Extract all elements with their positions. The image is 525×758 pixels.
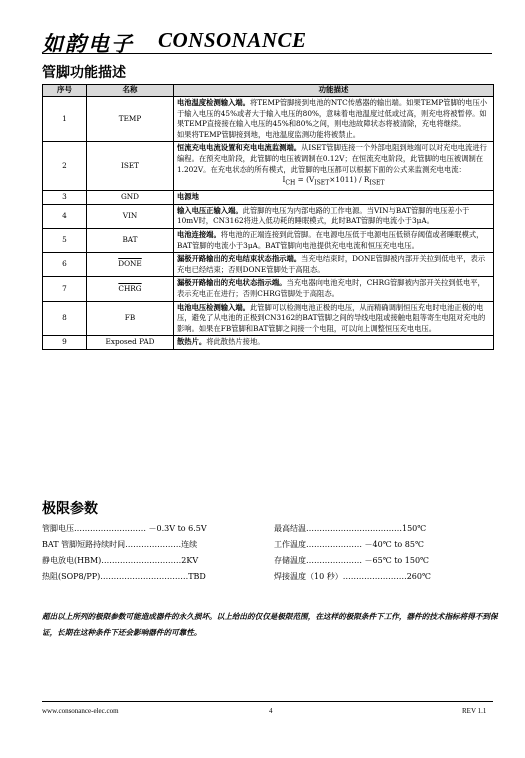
limit-item: 热阻(SOP8/PP)……………………………TBD — [42, 572, 206, 581]
pin-description — [174, 142, 494, 191]
pin-name — [87, 253, 174, 277]
pin-name — [87, 228, 174, 252]
brand-english: CONSONANCE — [158, 28, 307, 52]
col-header-func: 功能描述 — [174, 85, 494, 97]
pin-name — [87, 97, 174, 142]
table-row — [43, 253, 494, 277]
pin-description-text: 将TEMP管脚接到电池的NTC传感器的输出端。如果TEMP管脚的电压小于输入电压的45%或者大于输入电压的80%，意味着电池温度过低或过高，则充电将被暂停。如果TEMP直接接在输入电压的45%和80%之间，则电池故障状态将被清除，充电将继续。 — [177, 98, 488, 129]
limit-item: 焊接温度（10 秒）……………………260℃ — [274, 572, 431, 581]
table-row — [43, 228, 494, 252]
footer-website: www.consonance-elec.com — [42, 707, 119, 715]
pin-name-text: ISET — [120, 160, 140, 170]
limit-item: 管脚电压……………………… －0.3V to 6.5V — [42, 524, 207, 533]
pin-name — [87, 301, 174, 336]
pin-description — [174, 336, 494, 350]
header-rule — [42, 53, 492, 54]
pin-name — [87, 277, 174, 301]
limit-item: 最高结温………………………………150℃ — [274, 524, 427, 533]
pin-name-text: DONE — [118, 259, 142, 269]
pin-description-lead: 电池连接端。 — [177, 229, 221, 239]
pin-description-lead: 漏极开路输出的充电状态指示端。 — [177, 278, 287, 288]
pin-name-text: FB — [124, 313, 136, 323]
pin-description-text: 将电池的正端连接到此管脚。在电源电压低于电源电压低锁存阈值或者睡眠模式，BAT管脚的电流小于3μA。BAT管脚向电池提供充电电流和恒压充电电压。 — [177, 229, 484, 250]
col-header-num: 序号 — [43, 85, 87, 97]
pin-description — [174, 228, 494, 252]
pin-description — [174, 97, 494, 142]
pin-description-text: 此管脚可以检测电池正极的电压，从而精确调制恒压充电时电池正极的电压，避免了从电池的正极到CN3162的BAT管脚之间的导线电阻或接触电阻等寄生电阻对充电的影响。如果在FB管脚和BAT管脚之间接一个电阻，可以向上调整恒压充电电压。 — [177, 302, 486, 333]
pin-number: 8 — [43, 301, 87, 336]
limit-item: 静电放电(HBM)…………………………2KV — [42, 556, 199, 565]
pin-name — [87, 142, 174, 191]
pin-section-title: 管脚功能描述 — [42, 65, 126, 81]
pin-description — [174, 204, 494, 228]
pin-description — [174, 191, 494, 205]
pin-function-table — [42, 84, 494, 350]
pin-description-lead: 漏极开路输出的充电结束状态指示端。 — [177, 254, 302, 264]
footer-revision: REV 1.1 — [462, 707, 487, 715]
pin-description-lead: 散热片。 — [177, 337, 207, 347]
pin-description — [174, 301, 494, 336]
footer-page-number: 4 — [269, 707, 273, 715]
table-row — [43, 301, 494, 336]
pin-description-text: 此管脚的电压为内部电路的工作电源。当VIN与BAT管脚的电压差小于10mV时，CN3162将进入低功耗的睡眠模式，此时BAT管脚的电流小于3μA。 — [177, 205, 470, 226]
pin-description-text: 将此散热片接地。 — [206, 337, 265, 347]
pin-number: 1 — [43, 97, 87, 142]
table-row — [43, 204, 494, 228]
pin-name — [87, 191, 174, 205]
pin-name-text: CHRG — [118, 283, 142, 293]
pin-number: 3 — [43, 191, 87, 205]
table-row — [43, 191, 494, 205]
pin-description-text: 从ISET管脚连接一个外部电阻到地端可以对充电电流进行编程。在预充电阶段，此管脚的电压被调制在0.12V；在恒流充电阶段，此管脚的电压被调制在1.202V。在充电状态的所有模式，此管脚的电压都可以根据下面的公式来监测充电电流： — [177, 143, 487, 174]
brand-chinese: 如韵电子 — [42, 31, 134, 56]
pin-name-text: Exposed PAD — [105, 337, 155, 347]
table-row — [43, 97, 494, 142]
pin-number: 4 — [43, 204, 87, 228]
pin-description-lead: 电池温度检测输入端。 — [177, 98, 250, 107]
pin-number: 2 — [43, 142, 87, 191]
pin-number: 7 — [43, 277, 87, 301]
pin-name-text: TEMP — [118, 113, 142, 123]
pin-number: 6 — [43, 253, 87, 277]
pin-number: 5 — [43, 228, 87, 252]
pin-name-text: GND — [120, 192, 140, 202]
pin-description-text: 如果将TEMP管脚接到地，电池温度监测功能将被禁止。 — [177, 129, 361, 139]
table-header-row — [43, 85, 494, 97]
pin-description-text: 当充电器向电池充电时，CHRG管脚被内部开关拉到低电平，表示充电正在进行；否则CHRG管脚处于高阻态。 — [177, 278, 485, 298]
table-row — [43, 142, 494, 191]
table-row — [43, 336, 494, 350]
pin-description-lead: 电池电压检测输入端。 — [177, 302, 250, 312]
limit-item: 工作温度………………… －40℃ to 85℃ — [274, 540, 424, 549]
pin-name-text: BAT — [122, 235, 138, 245]
table-row — [43, 277, 494, 301]
pin-description-lead: 恒流充电电流设置和充电电流监测端。 — [177, 143, 302, 153]
pin-description-lead: 输入电压正输入端。 — [177, 205, 243, 215]
pin-name — [87, 204, 174, 228]
pin-name-text: VIN — [122, 211, 138, 221]
pin-description — [174, 277, 494, 301]
charge-current-formula: $I_{CH} = (V_{ISET}\times 1011) / R_{ISET}$ — [282, 175, 385, 187]
pin-description-text: 当充电结束时，DONE管脚被内部开关拉到低电平，表示充电已经结束；否则DONE管脚处于高阻态。 — [177, 254, 486, 274]
pin-description — [174, 253, 494, 277]
footer-rule — [42, 701, 493, 702]
pin-description-lead: 电源地 — [177, 192, 199, 202]
limit-item: BAT 管脚短路持续时间…………………连续 — [42, 540, 198, 549]
limit-item: 存储温度………………… －65℃ to 150℃ — [274, 556, 430, 565]
limits-note: 超出以上所列的极限参数可能造成器件的永久损坏。以上给出的仅仅是极限范围，在这样的极限条件下工作，器件的技术指标将得不到保证，长期在这种条件下还会影响器件的可靠性。 — [42, 612, 498, 637]
limits-section-title: 极限参数 — [42, 501, 98, 517]
pin-number: 9 — [43, 336, 87, 350]
pin-name — [87, 336, 174, 350]
col-header-name: 名称 — [87, 85, 174, 97]
